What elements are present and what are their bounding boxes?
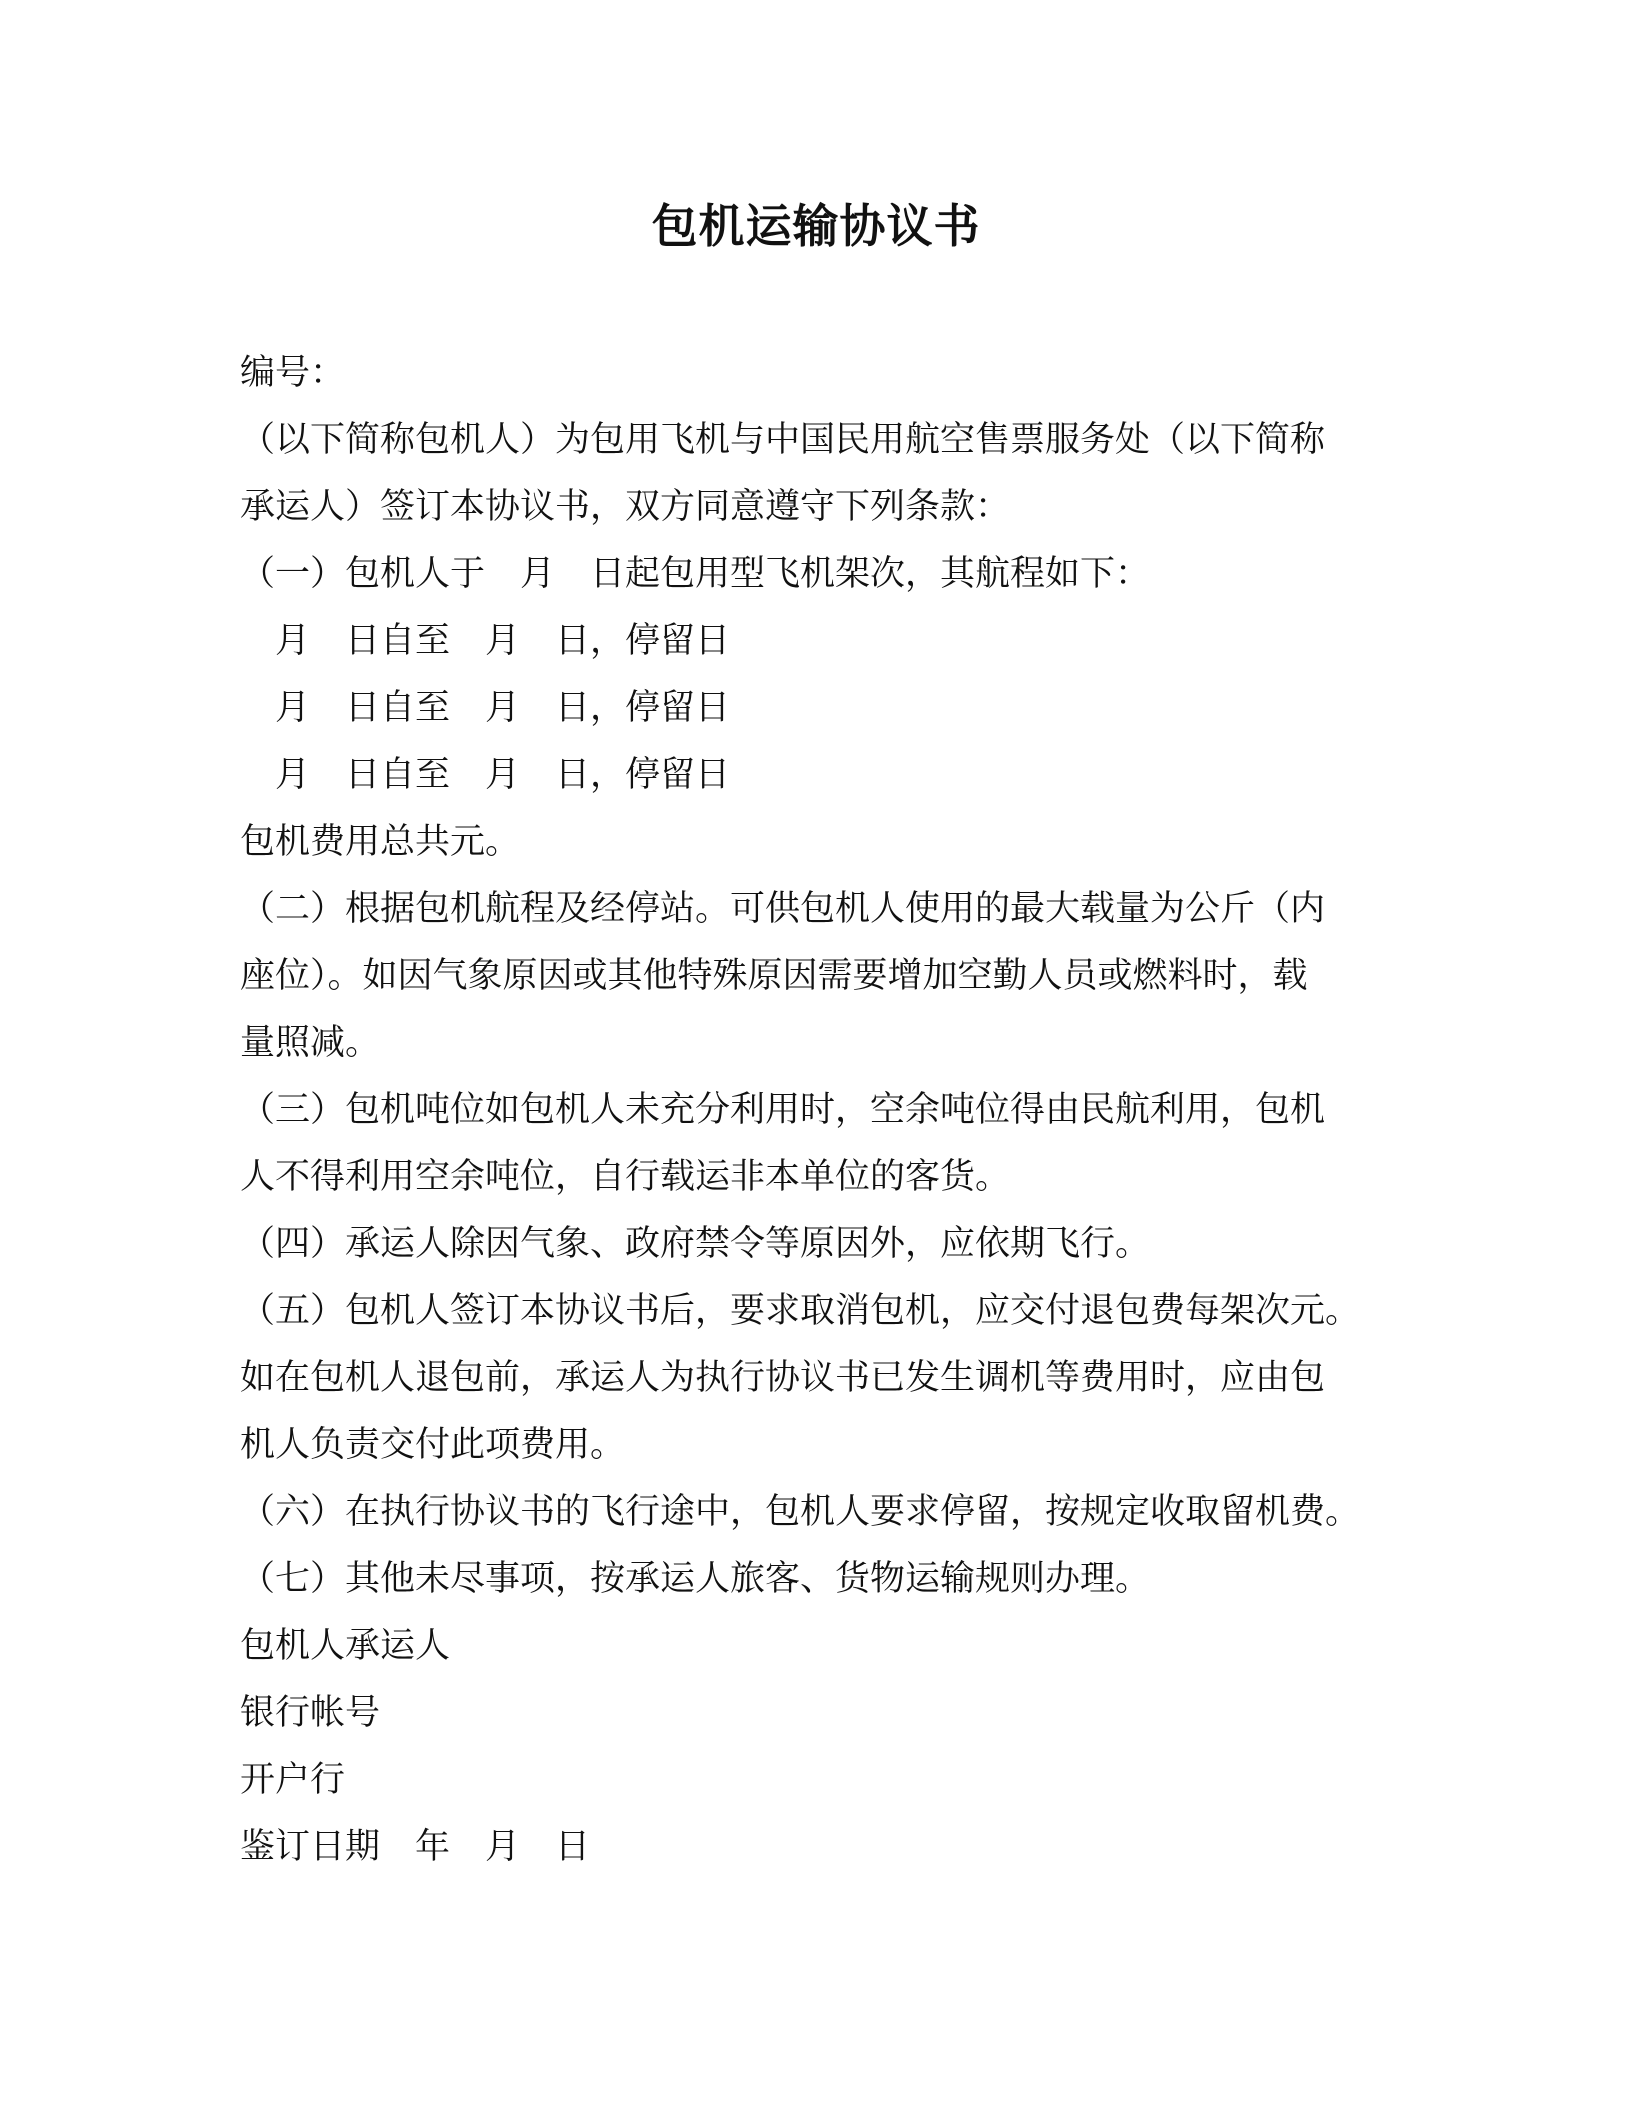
clause-2-line: 座位）。如因气象原因或其他特殊原因需要增加空勤人员或燃料时，载 xyxy=(240,956,1308,996)
clause-3-line: 人不得利用空余吨位，自行载运非本单位的客货。 xyxy=(240,1157,1011,1197)
signing-date-line: 鉴订日期 年 月 日 xyxy=(240,1827,591,1867)
clause-7-line: （七）其他未尽事项，按承运人旅客、货物运输规则办理。 xyxy=(240,1559,1151,1599)
route-line: 月 日自至 月 日，停留日 xyxy=(240,688,731,728)
bank-account-line: 银行帐号 xyxy=(240,1693,381,1733)
route-line: 月 日自至 月 日，停留日 xyxy=(240,755,731,795)
total-fee-line: 包机费用总共元。 xyxy=(240,822,521,862)
clause-5-line: 如在包机人退包前，承运人为执行协议书已发生调机等费用时，应由包 xyxy=(240,1358,1326,1398)
document-title: 包机运输协议书 xyxy=(651,199,981,253)
bank-name-line: 开户行 xyxy=(240,1760,346,1800)
parties-line: 包机人承运人 xyxy=(240,1626,451,1666)
serial-number-line: 编号： xyxy=(240,353,346,393)
clause-2-line: 量照减。 xyxy=(240,1023,381,1063)
clause-5-line: 机人负责交付此项费用。 xyxy=(240,1425,626,1465)
preamble-line: （以下简称包机人）为包用飞机与中国民用航空售票服务处（以下简称 xyxy=(240,420,1326,460)
clause-6-line: （六）在执行协议书的飞行途中，包机人要求停留，按规定收取留机费。 xyxy=(240,1492,1361,1532)
route-line: 月 日自至 月 日，停留日 xyxy=(240,621,731,661)
clause-2-line: （二）根据包机航程及经停站。可供包机人使用的最大载量为公斤（内 xyxy=(240,889,1326,929)
clause-5-line: （五）包机人签订本协议书后，要求取消包机，应交付退包费每架次元。 xyxy=(240,1291,1361,1331)
preamble-line: 承运人）签订本协议书，双方同意遵守下列条款： xyxy=(240,487,1011,527)
clause-3-line: （三）包机吨位如包机人未充分利用时，空余吨位得由民航利用，包机 xyxy=(240,1090,1326,1130)
clause-4-line: （四）承运人除因气象、政府禁令等原因外，应依期飞行。 xyxy=(240,1224,1151,1264)
clause-1-line: （一）包机人于 月 日起包用型飞机架次，其航程如下： xyxy=(240,554,1151,594)
document-body xyxy=(240,340,1390,1881)
